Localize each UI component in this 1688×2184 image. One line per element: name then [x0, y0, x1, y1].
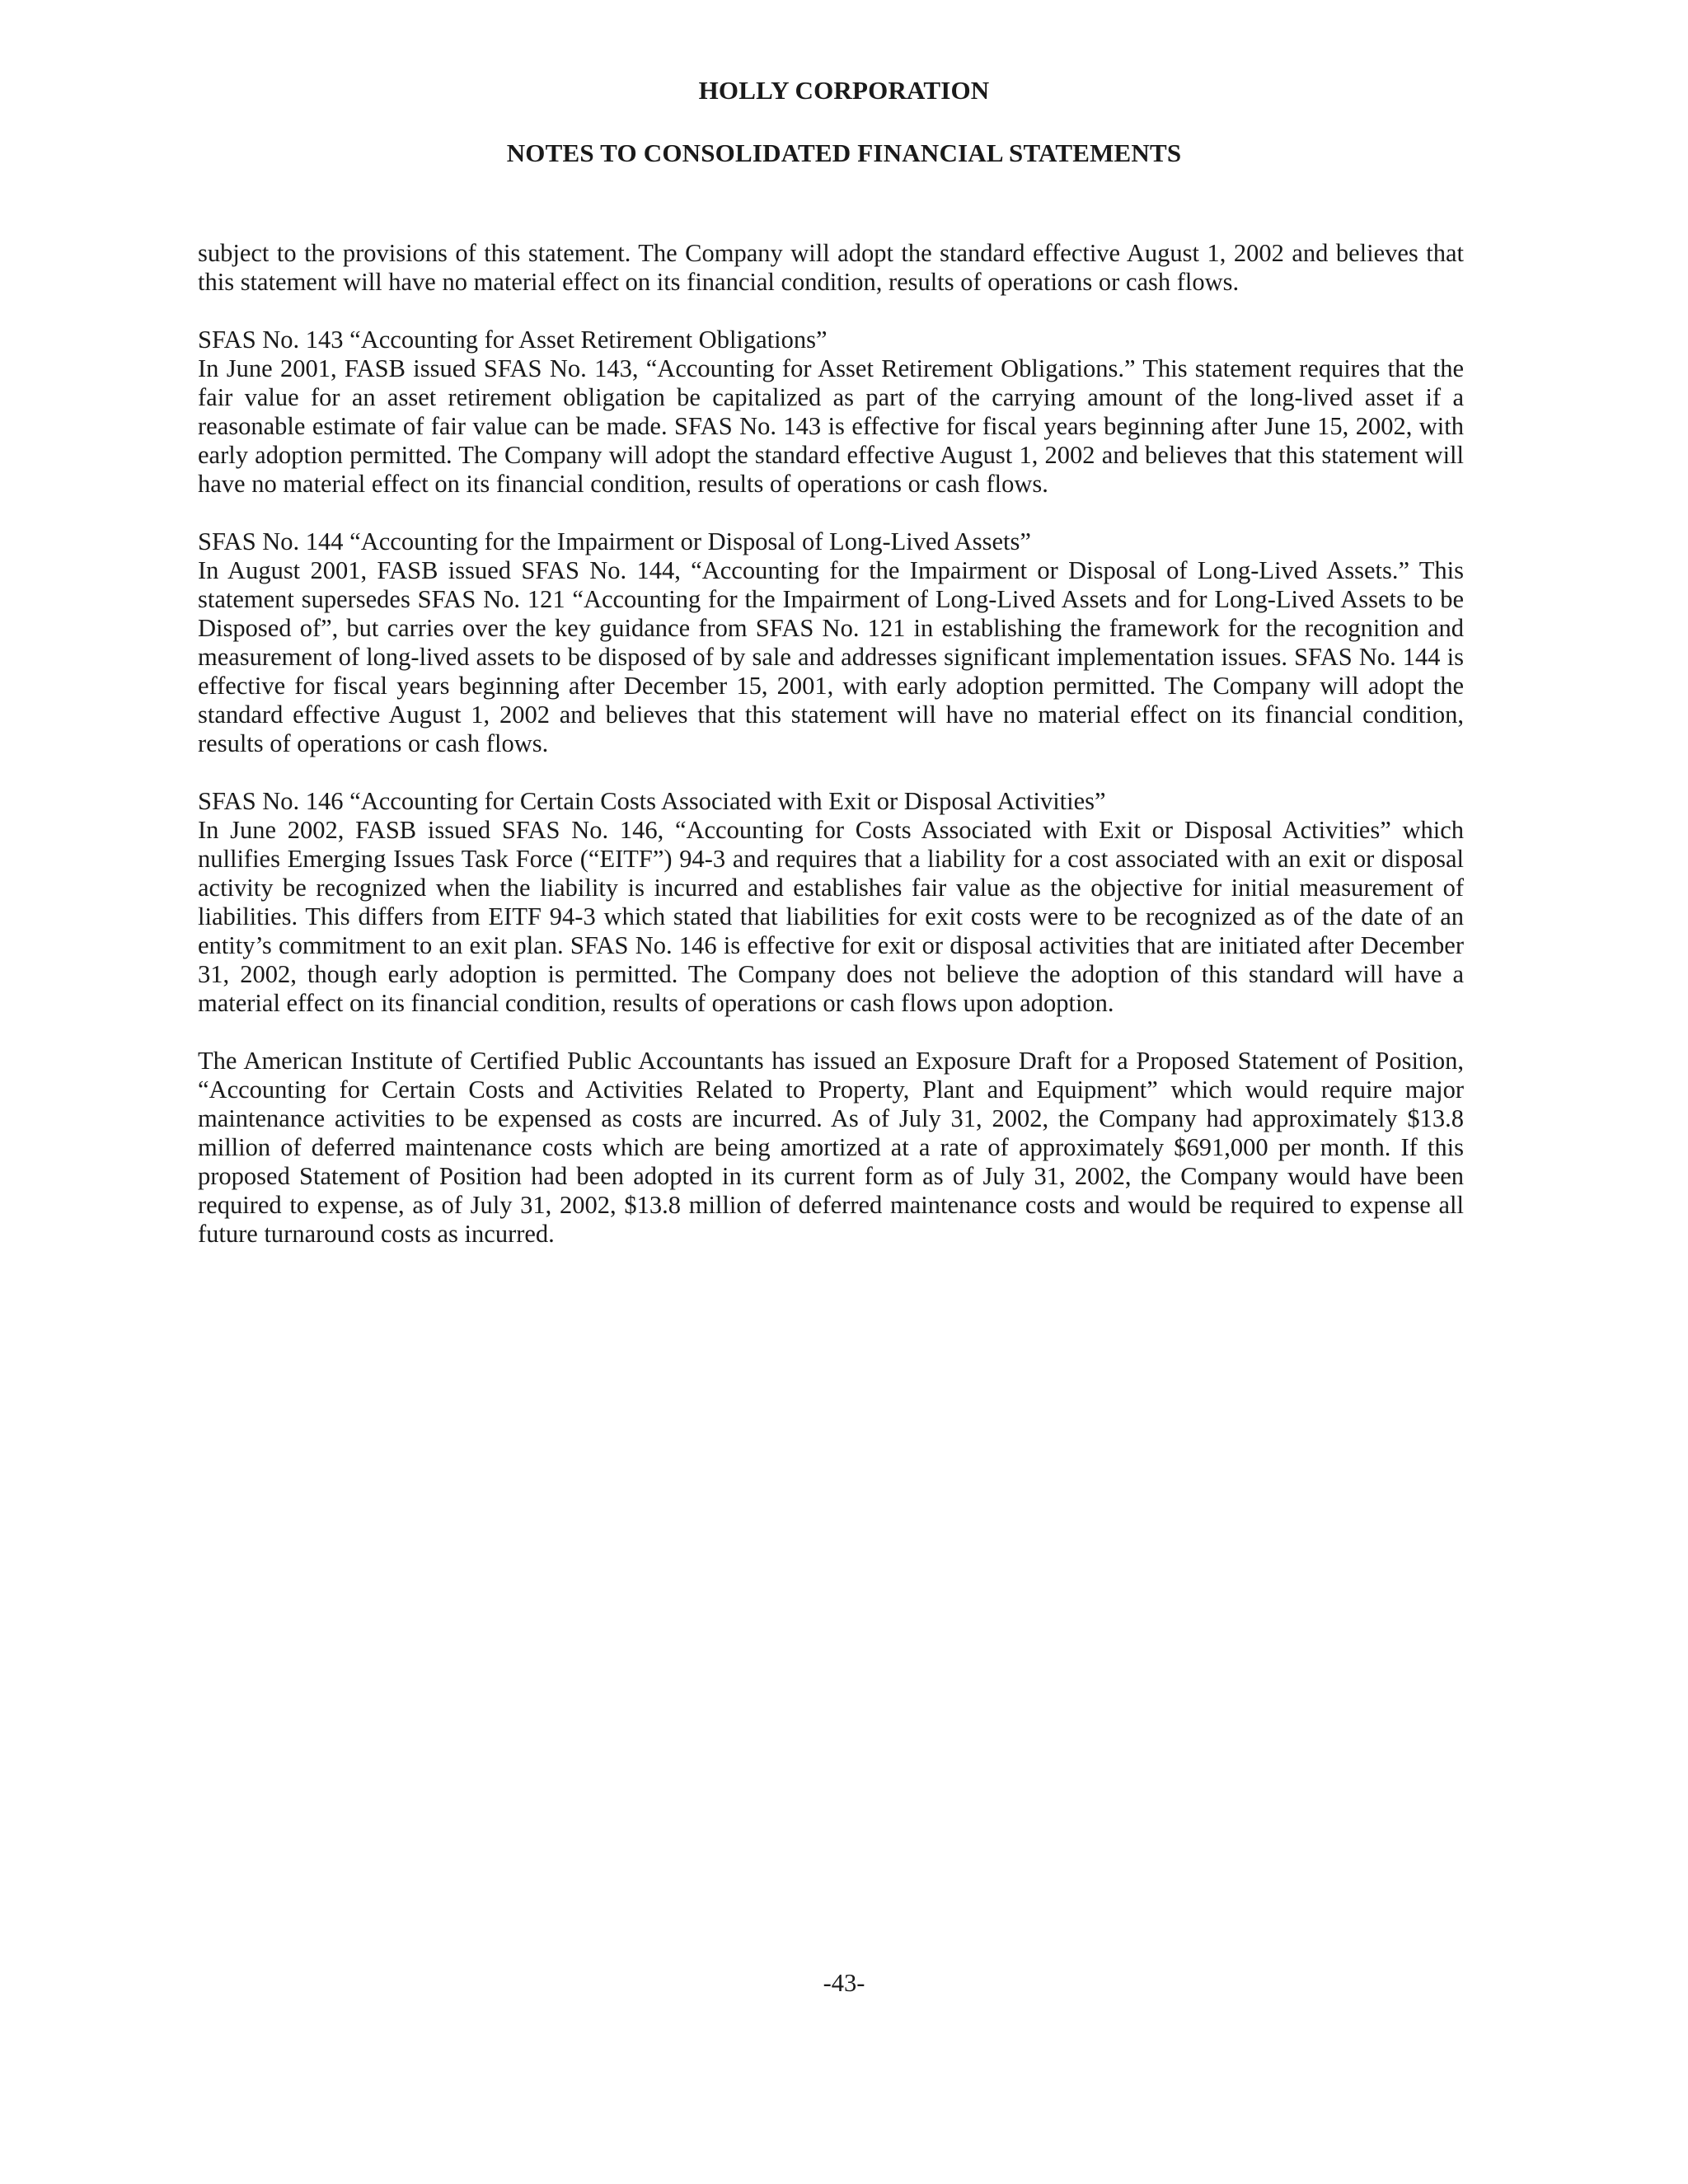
- section-sfas-143: [198, 326, 1464, 499]
- intro-paragraph: subject to the provisions of this statement. The Company will adopt the standard effective August 1, 2002 and believes that this statement will have no material effect on its financial condition, results of operations or cash flows.: [198, 239, 1464, 296]
- section-sfas-146: [198, 787, 1464, 1018]
- document-title: NOTES TO CONSOLIDATED FINANCIAL STATEMENTS: [506, 138, 1182, 167]
- section-text: In June 2002, FASB issued SFAS No. 146, “Accounting for Costs Associated with Exit or Disposal Activities” which nullifies Emerging Issues Task Force (“EITF”) 94-3 and requires that a liability for a cost associated with an exit or disposal activity be recognized when the liability is incurred and establishes fair value as the objective for initial measurement of liabilities. This differs from EITF 94-3 which stated that liabilities for exit costs were to be recognized as of the date of an entity’s commitment to an exit plan. SFAS No. 146 is effective for exit or disposal activities that are initiated after December 31, 2002, though early adoption is permitted. The Company does not believe the adoption of this standard will have a material effect on its financial condition, results of operations or cash flows upon adoption.: [198, 816, 1464, 1017]
- page-number: -43-: [823, 1969, 865, 1997]
- closing-paragraph: The American Institute of Certified Public Accountants has issued an Exposure Draft for a Proposed Statement of Position, “Accounting for Certain Costs and Activities Related to Property, Plant and Equipment” which would require major maintenance activities to be expensed as costs are incurred. As of July 31, 2002, the Company had approximately $13.8 million of deferred maintenance costs which are being amortized at a rate of approximately $691,000 per month. If this proposed Statement of Position had been adopted in its current form as of July 31, 2002, the Company would have been required to expense, as of July 31, 2002, $13.8 million of deferred maintenance costs and would be required to expense all future turnaround costs as incurred.: [198, 1047, 1464, 1248]
- company-name: HOLLY CORPORATION: [698, 76, 990, 105]
- section-sfas-144: [198, 527, 1464, 758]
- document-body: [198, 239, 1464, 1277]
- section-text: In August 2001, FASB issued SFAS No. 144, “Accounting for the Impairment or Disposal of Long-Lived Assets.” This statement supersedes SFAS No. 121 “Accounting for the Impairment of Long-Lived Assets and for Long-Lived Assets to be Disposed of”, but carries over the key guidance from SFAS No. 121 in establishing the framework for the recognition and measurement of long-lived assets to be disposed of by sale and addresses significant implementation issues. SFAS No. 144 is effective for fiscal years beginning after December 15, 2001, with early adoption permitted. The Company will adopt the standard effective August 1, 2002 and believes that this statement will have no material effect on its financial condition, results of operations or cash flows.: [198, 556, 1464, 757]
- section-heading: SFAS No. 146 “Accounting for Certain Costs Associated with Exit or Disposal Activities”: [198, 787, 1106, 815]
- section-text: In June 2001, FASB issued SFAS No. 143, “Accounting for Asset Retirement Obligations.” This statement requires that the fair value for an asset retirement obligation be capitalized as part of the carrying amount of the long-lived asset if a reasonable estimate of fair value can be made. SFAS No. 143 is effective for fiscal years beginning after June 15, 2002, with early adoption permitted. The Company will adopt the standard effective August 1, 2002 and believes that this statement will have no material effect on its financial condition, results of operations or cash flows.: [198, 354, 1464, 498]
- section-heading: SFAS No. 144 “Accounting for the Impairment or Disposal of Long-Lived Assets”: [198, 527, 1031, 555]
- section-heading: SFAS No. 143 “Accounting for Asset Retirement Obligations”: [198, 326, 828, 354]
